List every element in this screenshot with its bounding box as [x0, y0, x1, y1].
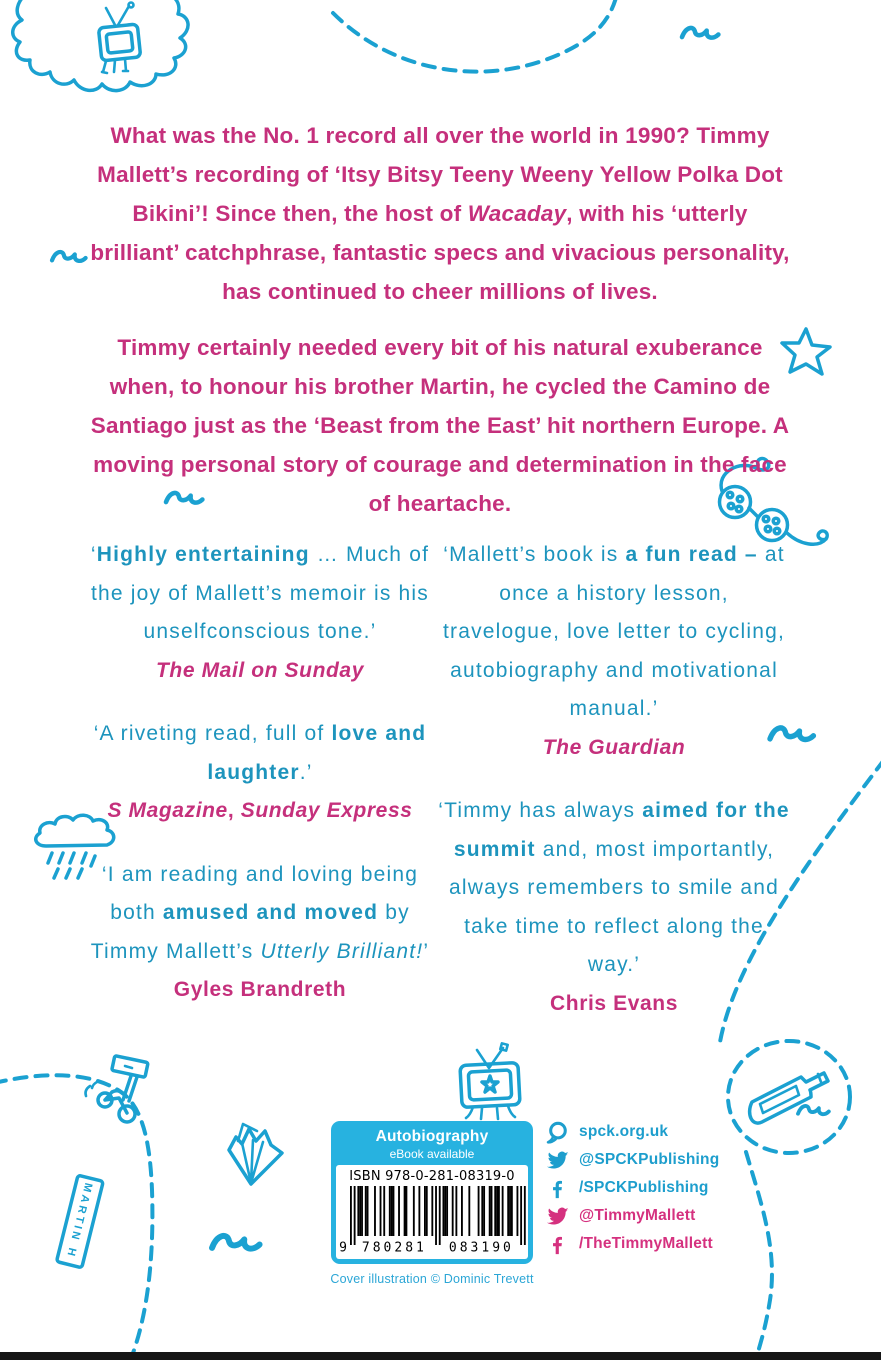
wave-doodle [212, 1236, 260, 1249]
cover-credit: Cover illustration © Dominic Trevett [330, 1272, 534, 1286]
signpost-text: MARTIN H [63, 1181, 95, 1260]
twitter-icon [546, 1205, 569, 1228]
social-links [546, 1121, 719, 1255]
quote-attribution: The Mail on Sunday [156, 658, 364, 682]
isbn-label: ISBN 978-0-281-08319-0 [349, 1169, 515, 1184]
dashed-route-bottom-right [746, 1152, 772, 1352]
social-label: /TheTimmyMallett [579, 1235, 713, 1252]
quote [80, 536, 440, 690]
social-label: /SPCKPublishing [579, 1179, 709, 1196]
social-row-facebook-publisher [546, 1177, 719, 1199]
quote [80, 715, 440, 831]
quote-text: ‘I am reading and loving being both amused and moved by Timmy Mallett’s Utterly Brilliant!’ [90, 862, 430, 963]
quote-text: ‘Mallett’s book is a fun read – at once a history lesson, travelogue, love letter to cycling, autobiography and motivational manual.’ [443, 543, 785, 720]
quote-attribution: Chris Evans [550, 991, 678, 1015]
spck-logo-icon [546, 1121, 569, 1144]
quote [80, 856, 440, 1010]
social-row-facebook-author [546, 1233, 719, 1255]
quote-text: ‘Highly entertaining … Much of the joy of Mallett’s memoir is his unselfconscious tone.’ [90, 543, 430, 643]
martin-signpost-doodle [56, 1175, 103, 1268]
shell-doodle [229, 1124, 282, 1184]
svg-text:083190: 083190 [448, 1240, 514, 1254]
facebook-icon [546, 1177, 569, 1200]
social-label: @TimmyMallett [579, 1207, 696, 1224]
category-label: Autobiography [375, 1128, 489, 1145]
barcode-block [331, 1121, 533, 1264]
quote-attribution: The Guardian [542, 735, 686, 759]
blurb-paragraph-2: Timmy certainly needed every bit of his natural exuberance when, to honour his brother Martin, he cycled the Camino de Santiago just as the ‘Beast from the East’ hit northern Europe. A moving personal story of courage and determination in the face of heartache. [90, 334, 790, 516]
barcode-panel [336, 1165, 528, 1259]
dashed-route-top [333, 0, 617, 72]
quote [438, 536, 790, 767]
bottom-edge-bar [0, 1352, 881, 1360]
wave-doodle [52, 252, 86, 261]
quotes-column-right [438, 536, 790, 1048]
quote [438, 792, 790, 1023]
facebook-icon [546, 1233, 569, 1256]
dashed-route-bottom-left [0, 1075, 152, 1353]
dashed-loop [728, 1041, 850, 1153]
tv-doodle [460, 1043, 520, 1119]
cloud-tv-doodle [13, 0, 188, 91]
bottle-doodle [750, 1073, 829, 1123]
social-label: @SPCKPublishing [579, 1151, 720, 1168]
blurb-paragraph-1: What was the No. 1 record all over the world in 1990? Timmy Mallett’s recording of ‘Itsy Bitsy Teeny Weeny Yellow Polka Dot Bikini’! Since then, the host of Wacaday, with his ‘utterly brilliant’ catchphrase, fantastic specs and vivacious personality, has continued to cheer millions of lives. [90, 122, 790, 304]
quote-text: ‘Timmy has always aimed for the summit and, most importantly, always remembers to smile and take time to reflect along the way.’ [438, 799, 790, 976]
social-row-twitter-author [546, 1205, 719, 1227]
twitter-icon [546, 1149, 569, 1172]
social-row-twitter-publisher [546, 1149, 719, 1171]
social-label: spck.org.uk [579, 1123, 669, 1140]
quote-attribution: Gyles Brandreth [173, 978, 347, 1001]
wave-doodle [682, 28, 718, 38]
quote-text: ‘A riveting read, full of love and laughter.’ [93, 722, 427, 784]
ebook-note: eBook available [389, 1147, 475, 1161]
ean13-barcode [338, 1186, 526, 1254]
social-row-website [546, 1121, 719, 1143]
svg-text:9: 9 [339, 1240, 347, 1254]
svg-text:780281: 780281 [361, 1240, 427, 1254]
quotes-column-left [80, 536, 440, 1035]
quote-attribution: S Magazine, Sunday Express [107, 799, 413, 822]
bicycle-doodle [86, 1056, 149, 1122]
